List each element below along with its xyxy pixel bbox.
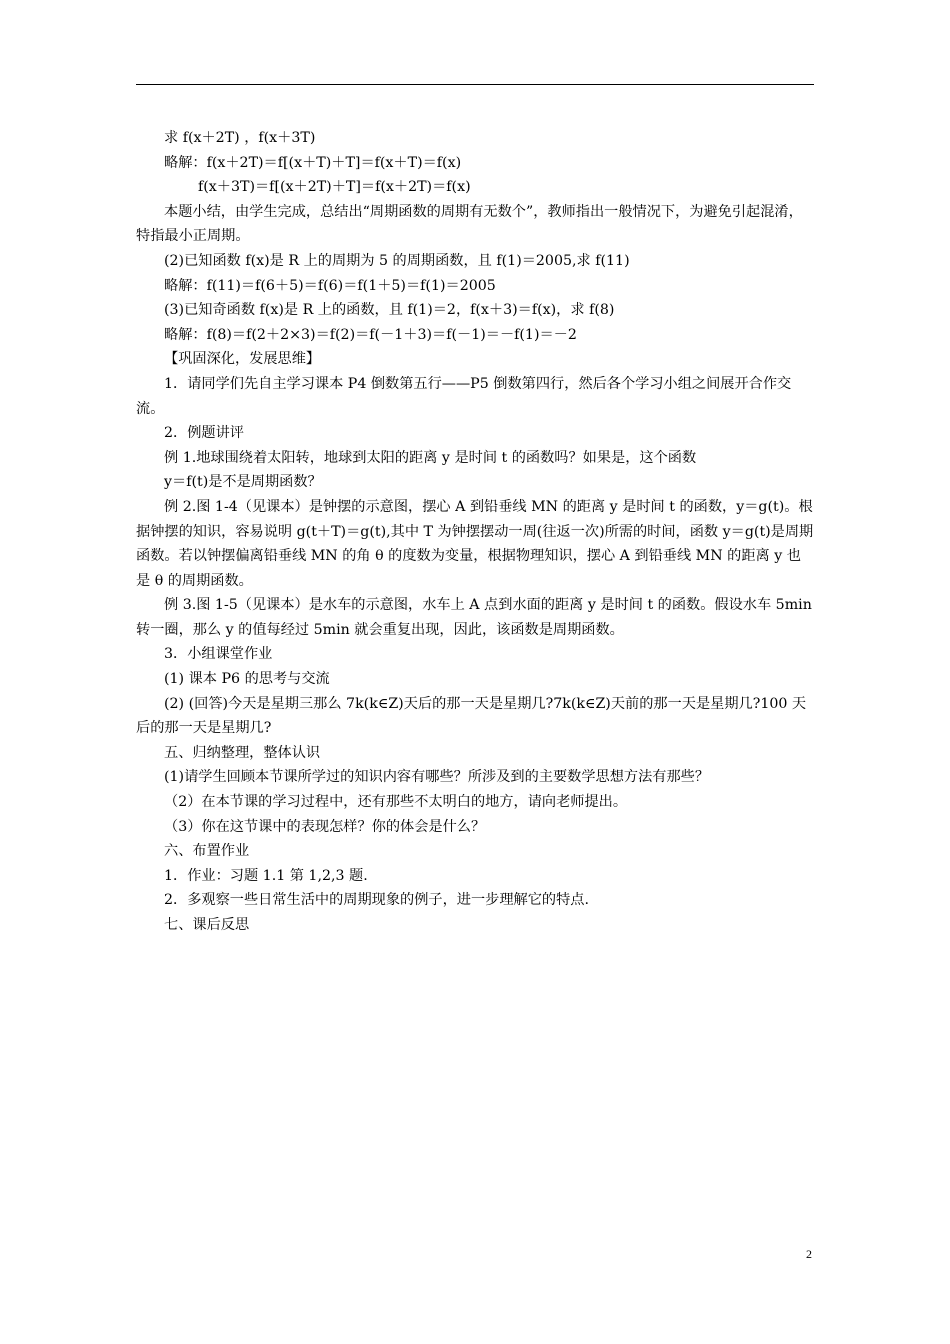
text-line: 3．小组课堂作业	[164, 646, 273, 663]
section-heading: 七、课后反思	[164, 917, 250, 933]
document-body	[136, 126, 817, 938]
section-heading: 六、布置作业	[164, 843, 250, 860]
text-line: 2．多观察一些日常生活中的周期现象的例子，进一步理解它的特点.	[164, 892, 589, 909]
text-line: y＝f(t)是不是周期函数？	[164, 474, 322, 491]
text-line: 略解：f(8)＝f(2＋2×3)＝f(2)＝f(－1＋3)＝f(－1)＝－f(1)＝－2	[164, 326, 577, 343]
text-line: (1) 课本 P6 的思考与交流	[164, 671, 330, 688]
text-line: 略解：f(11)＝f(6＋5)＝f(6)＝f(1＋5)＝f(1)＝2005	[164, 277, 496, 294]
page-number: 2	[806, 1247, 812, 1261]
header-rule	[136, 84, 814, 85]
text-line: （2）在本节课的学习过程中，还有那些不太明白的地方，请向老师提出。	[164, 794, 628, 811]
text-line: 略解：f(x＋2T)＝f[(x＋T)＋T]＝f(x＋T)＝f(x)	[164, 154, 462, 171]
text-line: (2)已知函数 f(x)是 R 上的周期为 5 的周期函数，且 f(1)＝2005,求 f(11)	[164, 252, 630, 269]
text-line: 例 2.图 1-4（见课本）是钟摆的示意图，摆心 A 到铅垂线 MN 的距离 y 是时间 t 的函数，y＝g(t)。根据钟摆的知识，容易说明 g(t＋T)＝g(t),其中 T 为钟摆摆动一周(往返一次)所需的时间，函数 y＝g(t)是周期函数。若以钟摆偏离铅垂线 MN 的角 θ 的度数为变量，根据物理知识，摆心 A 到铅垂线 MN 的距离 y 也是 θ 的周期函数。	[136, 498, 814, 589]
text-line: 例 3.图 1-5（见课本）是水车的示意图，水车上 A 点到水面的距离 y 是时间 t 的函数。假设水车 5min 转一圈，那么 y 的值每经过 5min 就会重复出现，因此，该函数是周期函数。	[136, 597, 817, 638]
text-line: 2．例题讲评	[164, 425, 244, 442]
text-line: 1．请同学们先自主学习课本 P4 倒数第五行——P5 倒数第四行，然后各个学习小组之间展开合作交流。	[136, 375, 792, 417]
text-line: 例 1.地球围绕着太阳转，地球到太阳的距离 y 是时间 t 的函数吗？如果是，这个函数	[164, 449, 697, 466]
text-line: (1)请学生回顾本节课所学过的知识内容有哪些？所涉及到的主要数学思想方法有那些？	[164, 769, 710, 786]
text-line: （3）你在这节课中的表现怎样？你的体会是什么？	[164, 818, 486, 835]
text-line: 求 f(x＋2T) ，f(x＋3T)	[164, 130, 316, 146]
text-line: (3)已知奇函数 f(x)是 R 上的函数，且 f(1)＝2，f(x＋3)＝f(x)，求 f(8)	[164, 302, 615, 319]
text-line: f(x＋3T)＝f[(x＋2T)＋T]＝f(x＋2T)＝f(x)	[198, 179, 471, 196]
text-line: (2) (回答)今天是星期三那么 7k(k∈Z)天后的那一天是星期几?7k(k∈Z)天前的那一天是星期几?100 天后的那一天是星期几?	[136, 695, 807, 737]
section-heading: 【巩固深化，发展思维】	[164, 351, 321, 368]
text-line: 1．作业：习题 1.1 第 1,2,3 题.	[164, 867, 368, 884]
section-heading: 五、归纳整理，整体认识	[164, 744, 321, 761]
text-line: 本题小结，由学生完成，总结出“周期函数的周期有无数个”，教师指出一般情况下，为避免引起混淆，特指最小正周期。	[136, 203, 803, 245]
